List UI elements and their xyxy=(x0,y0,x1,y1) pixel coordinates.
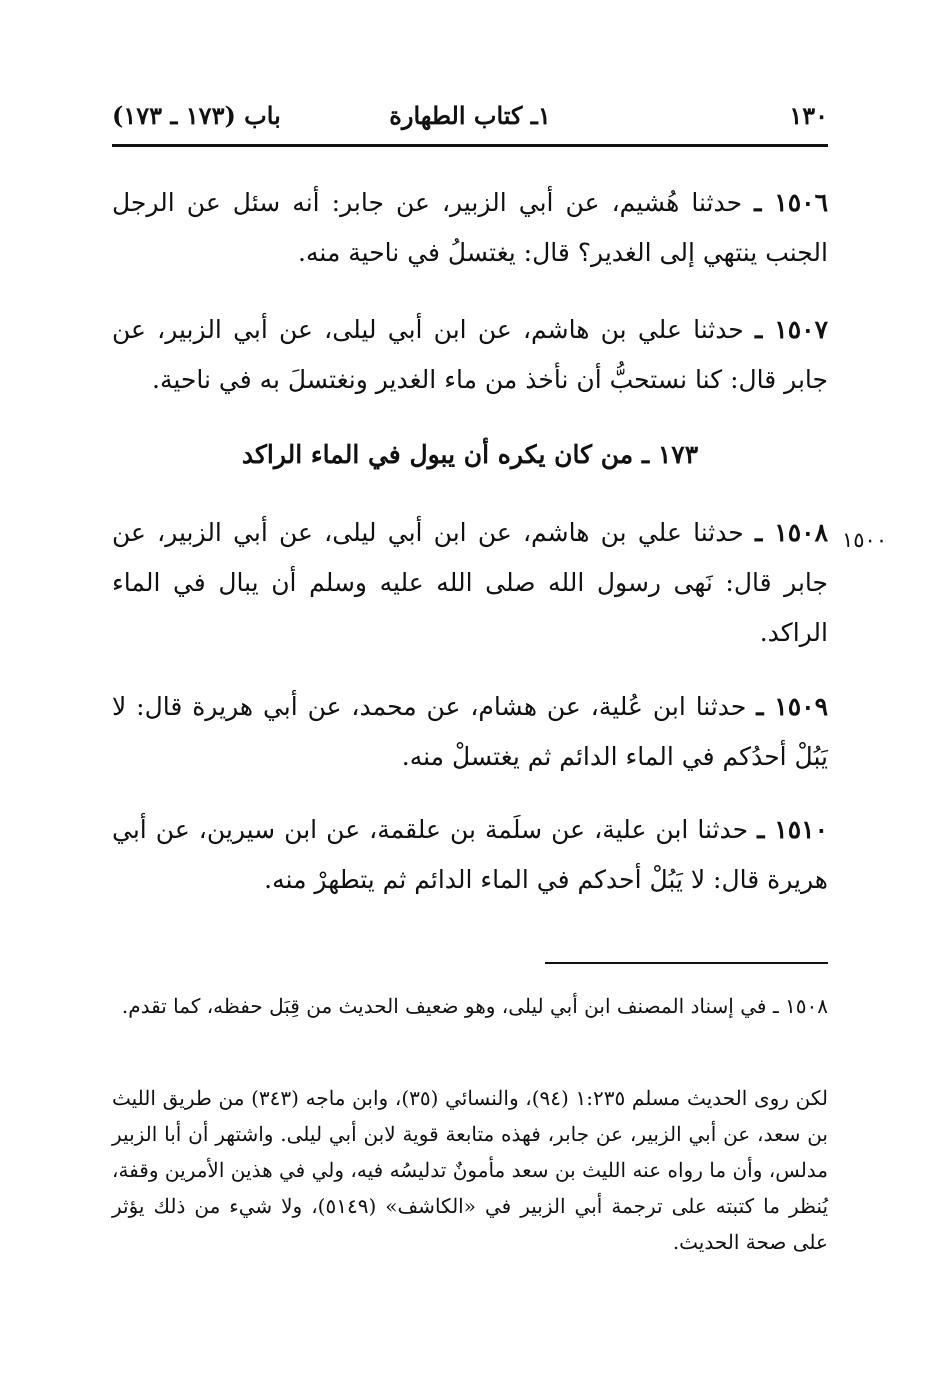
hadith-number: ١٥١٠ ـ xyxy=(757,815,829,844)
hadith-1508 xyxy=(112,508,828,658)
footnote-continuation: لكن روى الحديث مسلم ١:٢٣٥ (٩٤)، والنسائي (٣٥)، وابن ماجه (٣٤٣) من طريق الليث بن سعد، عن أبي الزبير، عن جابر، فهذه متابعة قوية لابن أبي ليلى. واشتهر أن أبا الزبير مدلس، وأن ما رواه عنه الليث بن سعد مأمونٌ تدليسُه فيه، ولي في هذين الأمرين وقفة، يُنظر ما كتبته على ترجمة أبي الزبير في «الكاشف» (٥١٤٩)، ولا شيء من ذلك يؤثر على صحة الحديث. xyxy=(112,1086,829,1254)
section-title: ١٧٣ ـ من كان يكره أن يبول في الماء الراكد xyxy=(241,440,699,469)
hadith-text: حدثنا علي بن هاشم، عن ابن أبي ليلى، عن أبي الزبير، عن جابر قال: كنا نستحبُّ أن نأخذ من ماء الغدير ونغتسلَ به في ناحية. xyxy=(112,315,828,394)
header-divider xyxy=(112,144,828,147)
hadith-1510 xyxy=(112,805,828,905)
hadith-text: حدثنا علي بن هاشم، عن ابن أبي ليلى، عن أبي الزبير، عن جابر قال: نَهى رسول الله صلى الله عليه وسلم أن يبال في الماء الراكد. xyxy=(112,518,828,647)
footnote-text: في إسناد المصنف ابن أبي ليلى، وهو ضعيف الحديث من قِبَل حفظه، كما تقدم. xyxy=(121,994,767,1018)
hadith-text: حدثنا ابن عُلية، عن هشام، عن محمد، عن أبي هريرة قال: لا يَبُلْ أحدُكم في الماء الدائم ثم يغتسلْ منه. xyxy=(112,692,828,771)
hadith-number: ١٥٠٩ ـ xyxy=(756,692,828,721)
page-number: ١٣٠ xyxy=(789,101,828,130)
hadith-number: ١٥٠٨ ـ xyxy=(755,518,829,547)
hadith-1509 xyxy=(112,682,828,782)
hadith-text: حدثنا هُشيم، عن أبي الزبير، عن جابر: أنه سئل عن الرجل الجنب ينتهي إلى الغدير؟ قال: يغتسلُ في ناحية منه. xyxy=(112,188,828,267)
page-header xyxy=(112,96,828,136)
chapter-range: باب (١٧٣ ـ ١٧٣) xyxy=(112,101,281,130)
hadith-1506 xyxy=(112,178,828,278)
book-title: ١ـ كتاب الطهارة xyxy=(389,101,551,130)
footnote-number: ١٥٠٨ ـ xyxy=(772,994,828,1018)
hadith-number: ١٥٠٦ ـ xyxy=(754,188,828,217)
hadith-1507 xyxy=(112,305,828,405)
margin-reference-number: ١٥٠٠ xyxy=(842,528,888,552)
hadith-text: حدثنا ابن علية، عن سلَمة بن علقمة، عن ابن سيرين، عن أبي هريرة قال: لا يَبُلْ أحدكم في الماء الدائم ثم يتطهرْ منه. xyxy=(112,815,828,894)
hadith-number: ١٥٠٧ ـ xyxy=(755,315,829,344)
footnote-divider xyxy=(545,962,828,964)
footnote-1508 xyxy=(112,988,828,1024)
